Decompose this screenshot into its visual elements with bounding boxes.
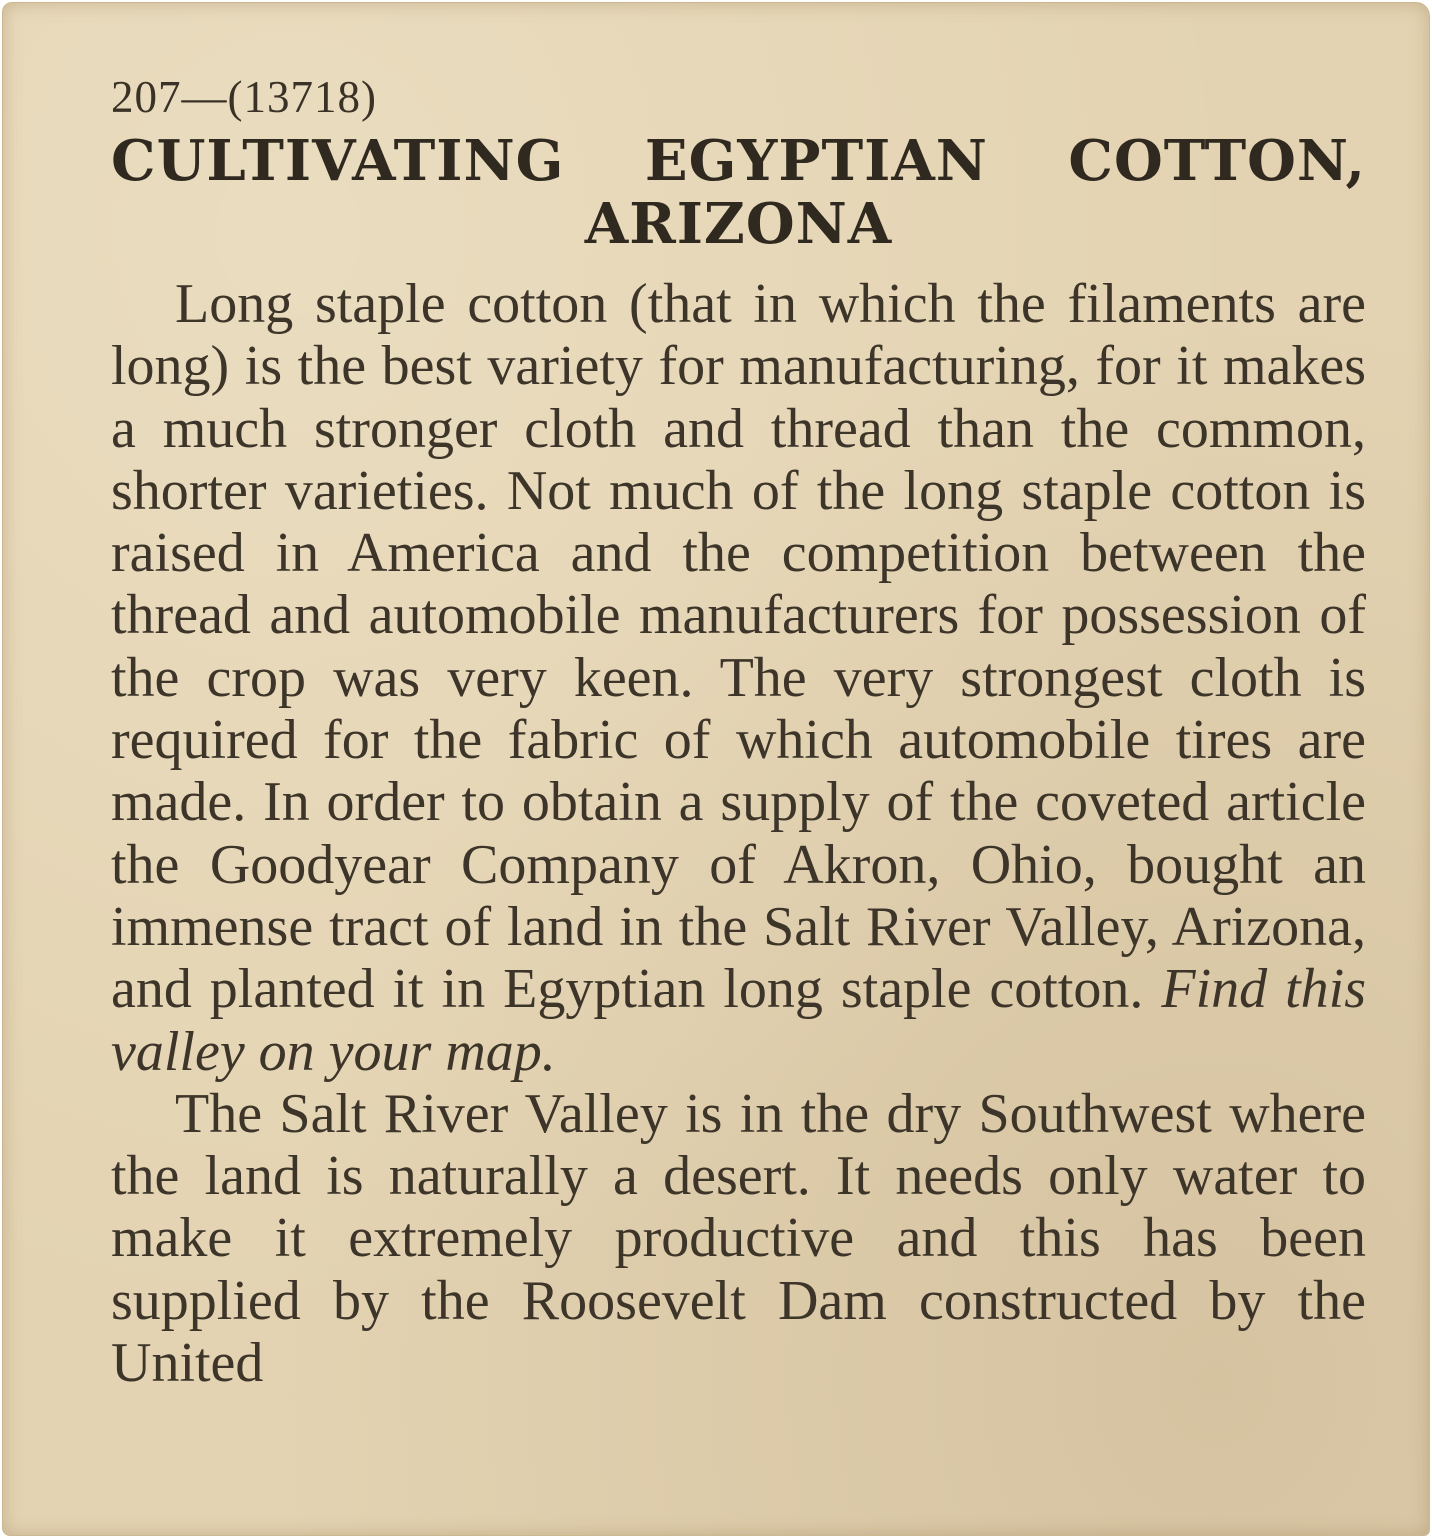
paragraph-1-text: Long staple cotton (that in which the filaments are long) is the best variety for manufacturing, for it makes a much stronger cloth and thread than the common, shorter varieties. Not much of the long staple cotton is raised in America and the competition between the thread and automobile manufacturers for possession of the crop was very keen. The very strongest cloth is required for the fabric of which automobile tires are made. In order to obtain a supply of the coveted article the Goodyear Company of Akron, Ohio, bought an immense tract of land in the Salt River Valley, Arizona, and planted it in Egyptian long staple cotton.: [111, 273, 1366, 1021]
paragraph-1: [111, 273, 1366, 1083]
card-title-line-2: ARIZONA: [584, 191, 893, 257]
paragraph-2: [111, 1083, 1366, 1394]
paragraph-2-text: The Salt River Valley is in the dry Southwest where the land is naturally a desert. It needs only water to make it extremely productive and this has been supplied by the Roosevelt Dam constructed by the United: [111, 1082, 1366, 1395]
card-title-line-1: CULTIVATING EGYPTIAN COTTON,: [111, 128, 1366, 194]
cultivating-cotton-card: [2, 2, 1430, 1536]
paragraph-1-instruction: Find this valley on your map.: [111, 958, 1366, 1083]
card-number: 207—(13718): [111, 72, 377, 122]
card-body: [111, 273, 1366, 1394]
